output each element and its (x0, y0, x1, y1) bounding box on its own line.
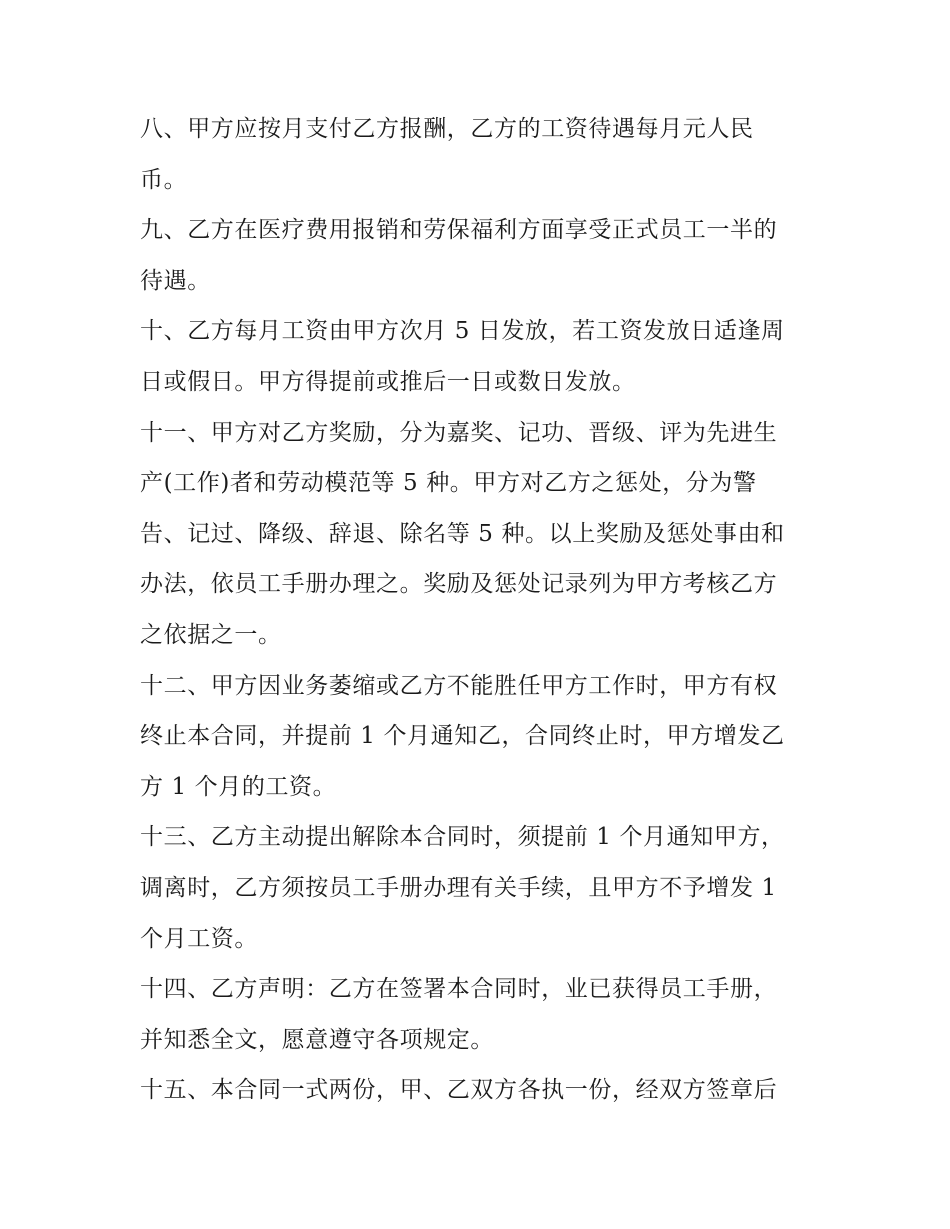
text-line: 十五、本合同一式两份，甲、乙双方各执一份，经双方签章后 (140, 1077, 778, 1104)
text-line: 九、乙方在医疗费用报销和劳保福利方面享受正式员工一半的 (140, 217, 778, 244)
text-line: 终止本合同，并提前 1 个月通知乙，合同终止时，甲方增发乙 (140, 723, 785, 750)
text-line: 待遇。 (140, 267, 211, 294)
text-line: 十二、甲方因业务萎缩或乙方不能胜任甲方工作时，甲方有权 (140, 672, 778, 699)
text-line: 方 1 个月的工资。 (140, 773, 337, 800)
text-line: 并知悉全文，愿意遵守各项规定。 (140, 1026, 494, 1053)
text-line: 十、乙方每月工资由甲方次月 5 日发放，若工资发放日适逢周 (140, 318, 785, 345)
text-line: 十四、乙方声明：乙方在签署本合同时，业已获得员工手册， (140, 976, 778, 1003)
text-line: 办法，依员工手册办理之。奖励及惩处记录列为甲方考核乙方 (140, 571, 778, 598)
text-line: 产(工作)者和劳动模范等 5 种。甲方对乙方之惩处，分为警 (140, 470, 757, 497)
text-line: 十一、甲方对乙方奖励，分为嘉奖、记功、晋级、评为先进生 (140, 419, 778, 446)
text-line: 八、甲方应按月支付乙方报酬，乙方的工资待遇每月元人民 (140, 116, 754, 142)
text-line: 之依据之一。 (140, 621, 282, 648)
text-line: 调离时，乙方须按员工手册办理有关手续，且甲方不予增发 1 (140, 874, 777, 901)
text-line: 币。 (140, 166, 188, 193)
contract-text-body (140, 104, 820, 1116)
text-line: 告、记过、降级、辞退、除名等 5 种。以上奖励及惩处事由和 (140, 520, 785, 547)
text-line: 日或假日。甲方得提前或推后一日或数日发放。 (140, 368, 636, 395)
text-line: 个月工资。 (140, 925, 258, 952)
text-line: 十三、乙方主动提出解除本合同时，须提前 1 个月通知甲方， (140, 824, 785, 851)
